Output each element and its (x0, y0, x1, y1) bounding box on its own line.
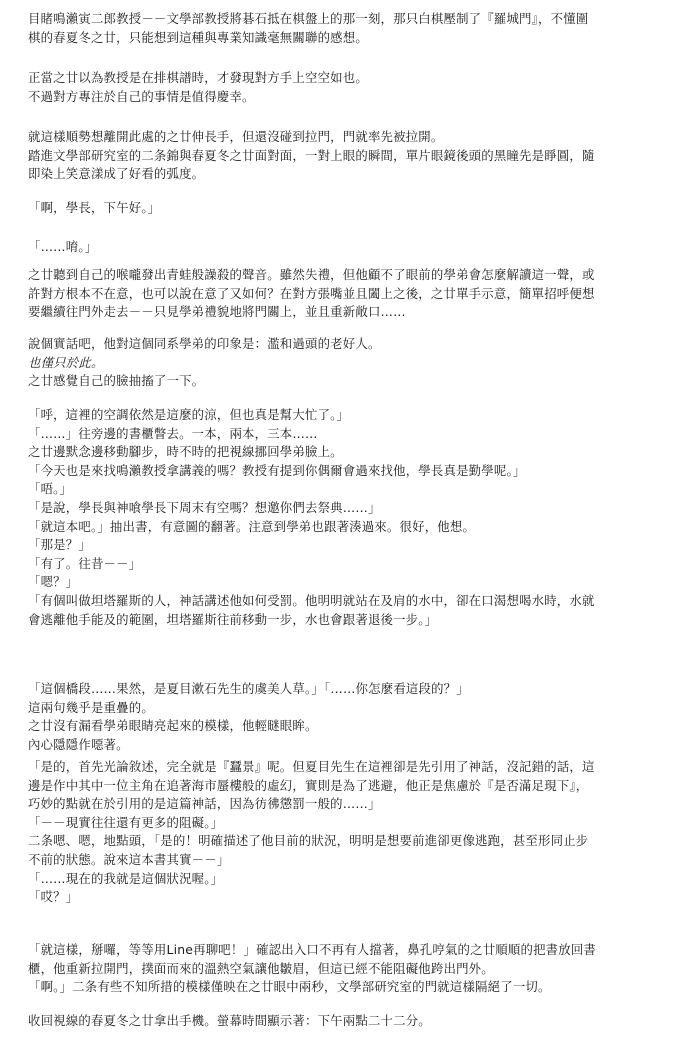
text-line: 櫃，他重新拉開門，撲面而來的溫熱空氣讓他皺眉，但這已經不能阻礙他跨出門外。 (28, 960, 494, 976)
paragraph (28, 238, 97, 257)
text-line: 「是說，學長與神喰學長下周末有空嗎？想邀你們去祭典……」 (28, 499, 381, 515)
text-line: 「是的，首先光論敘述，完全就是『蠶景』呢。但夏目先生在這裡卻是先引用了神話，沒記錯的話，這 (28, 759, 595, 774)
text-line: 「……唷。」 (28, 239, 98, 254)
text-line: 「這個橋段……果然，是夏目漱石先生的虞美人草。」「……你怎麼看這段的？」 (28, 681, 469, 696)
text-line: 「有了。往昔－－」 (28, 555, 142, 571)
text-line: 「唔。」 (28, 481, 73, 497)
paragraph (28, 680, 469, 754)
text-line: 「啊。」二条有些不知所措的模樣僅映在之廿眼中兩秒，文學部研究室的門就這樣隔絕了一切。 (28, 979, 551, 995)
text-line: 「哎？」 (28, 889, 79, 905)
text-line: 也僅只於此。 (28, 354, 104, 370)
text-line: 「那是？」 (28, 537, 91, 553)
text-line: 就這樣順勢想離開此處的之廿伸長手，但還沒碰到拉門，門就率先被拉開。 (28, 129, 444, 144)
text-line: 目睹鳴瀨寅二郎教授－－文學部教授將碁石抵在棋盤上的那一刻，那只白棋壓制了『羅城門』，不懂圍 (28, 11, 589, 26)
paragraph (28, 758, 595, 907)
paragraph (28, 128, 595, 184)
paragraph (28, 941, 596, 997)
text-line: 「呼，這裡的空調依然是這麼的涼，但也真是幫大忙了。」 (28, 407, 350, 422)
text-line: 棋的春夏冬之廿，只能想到這種與專業知識毫無關聯的感想。 (28, 29, 368, 45)
paragraph (28, 69, 368, 106)
text-line: 說個實話吧，他對這個同系學弟的印象是：濫和過頭的老好人。 (28, 336, 381, 351)
paragraph (28, 199, 160, 218)
text-line: 「有個叫做坦塔羅斯的人，神話講述他如何受罰。他明明就站在及肩的水中，卻在口渴想喝水時，水就 (28, 592, 595, 608)
text-line: 正當之廿以為教授是在排棋譜時，才發現對方手上空空如也。 (28, 70, 368, 85)
paragraph (28, 10, 588, 47)
text-line: 踏進文學部研究室的二条錦與春夏冬之廿面對面，一對上眼的瞬間，單片眼鏡後頭的黑瞳先是睜圓，隨 (28, 147, 595, 163)
text-line: 「……現在的我就是這個狀況喔。」 (28, 870, 224, 886)
text-line: 會逃離他手能及的範圍，坦塔羅斯往前移動一步，水也會跟著退後一步。」 (28, 611, 438, 627)
paragraph (28, 1012, 431, 1031)
paragraph (28, 266, 595, 322)
text-line: 巧妙的點就在於引用的是這篇神話，因為彷彿懲罰一般的……」 (28, 796, 381, 812)
text-line: 「－－現實往往還有更多的阻礙。」 (28, 814, 224, 830)
text-line: 內心隱隱作噁著。 (28, 736, 129, 752)
text-line: 之廿沒有漏看學弟眼睛亮起來的模樣，他輕瞇眼眸。 (28, 718, 318, 734)
text-line: 之廿邊默念邊移動腳步，時不時的把視線挪回學弟臉上。 (28, 444, 343, 460)
text-line: 即染上笑意漾成了好看的弧度。 (28, 166, 205, 182)
text-line: 不前的狀態。說來這本書其實－－」 (28, 851, 230, 867)
text-line: 二条嗯、嗯，地點頭，「是的！明確描述了他目前的狀況，明明是想要前進卻更像逃跑，甚至形同止步 (28, 833, 589, 849)
paragraph (28, 406, 595, 629)
text-line: 這兩句幾乎是重疊的。 (28, 699, 154, 715)
paragraph (28, 335, 381, 391)
text-line: 「就這樣，掰囉，等等用Line再聊吧！」確認出入口不再有人擋著，鼻孔哼氣的之廿順順的把書放回書 (28, 942, 597, 957)
text-line: 許對方根本不在意，也可以說在意了又如何？在對方張嘴並且闔上之後，之廿單手示意，簡單招呼便想 (28, 285, 595, 301)
text-line: 「今天也是來找鳴瀨教授拿講義的嗎？教授有提到你偶爾會過來找他，學長真是勤學呢。」 (28, 462, 526, 478)
text-line: 不過對方專注於自己的事情是值得慶幸。 (28, 88, 255, 104)
text-line: 要繼續往門外走去－－只見學弟禮貌地將門關上，並且重新敞口…… (28, 304, 406, 320)
text-line: 「啊，學長，下午好。」 (28, 200, 161, 215)
text-line: 「嗯？」 (28, 574, 79, 590)
text-line: 「就這本吧。」抽出書，有意圖的翻著。注意到學弟也跟著湊過來。很好，他想。 (28, 518, 476, 534)
text-line: 邊是作中其中一位主角在追著海市蜃樓般的虛幻，實則是為了逃避，他正是焦慮於『是否滿足現下』， (28, 777, 589, 793)
text-line: 之廿聽到自己的喉嚨發出青蛙般譟殺的聲音。雖然失禮，但他顧不了眼前的學弟會怎麼解讀這一聲，或 (28, 267, 595, 282)
text-line: 「……」往旁邊的書櫃瞥去。一本，兩本，三本…… (28, 425, 318, 441)
text-line: 收回視線的春夏冬之廿拿出手機。螢幕時間顯示著：下午兩點二十二分。 (28, 1013, 431, 1028)
text-line: 之廿感覺自己的臉抽搐了一下。 (28, 373, 205, 389)
